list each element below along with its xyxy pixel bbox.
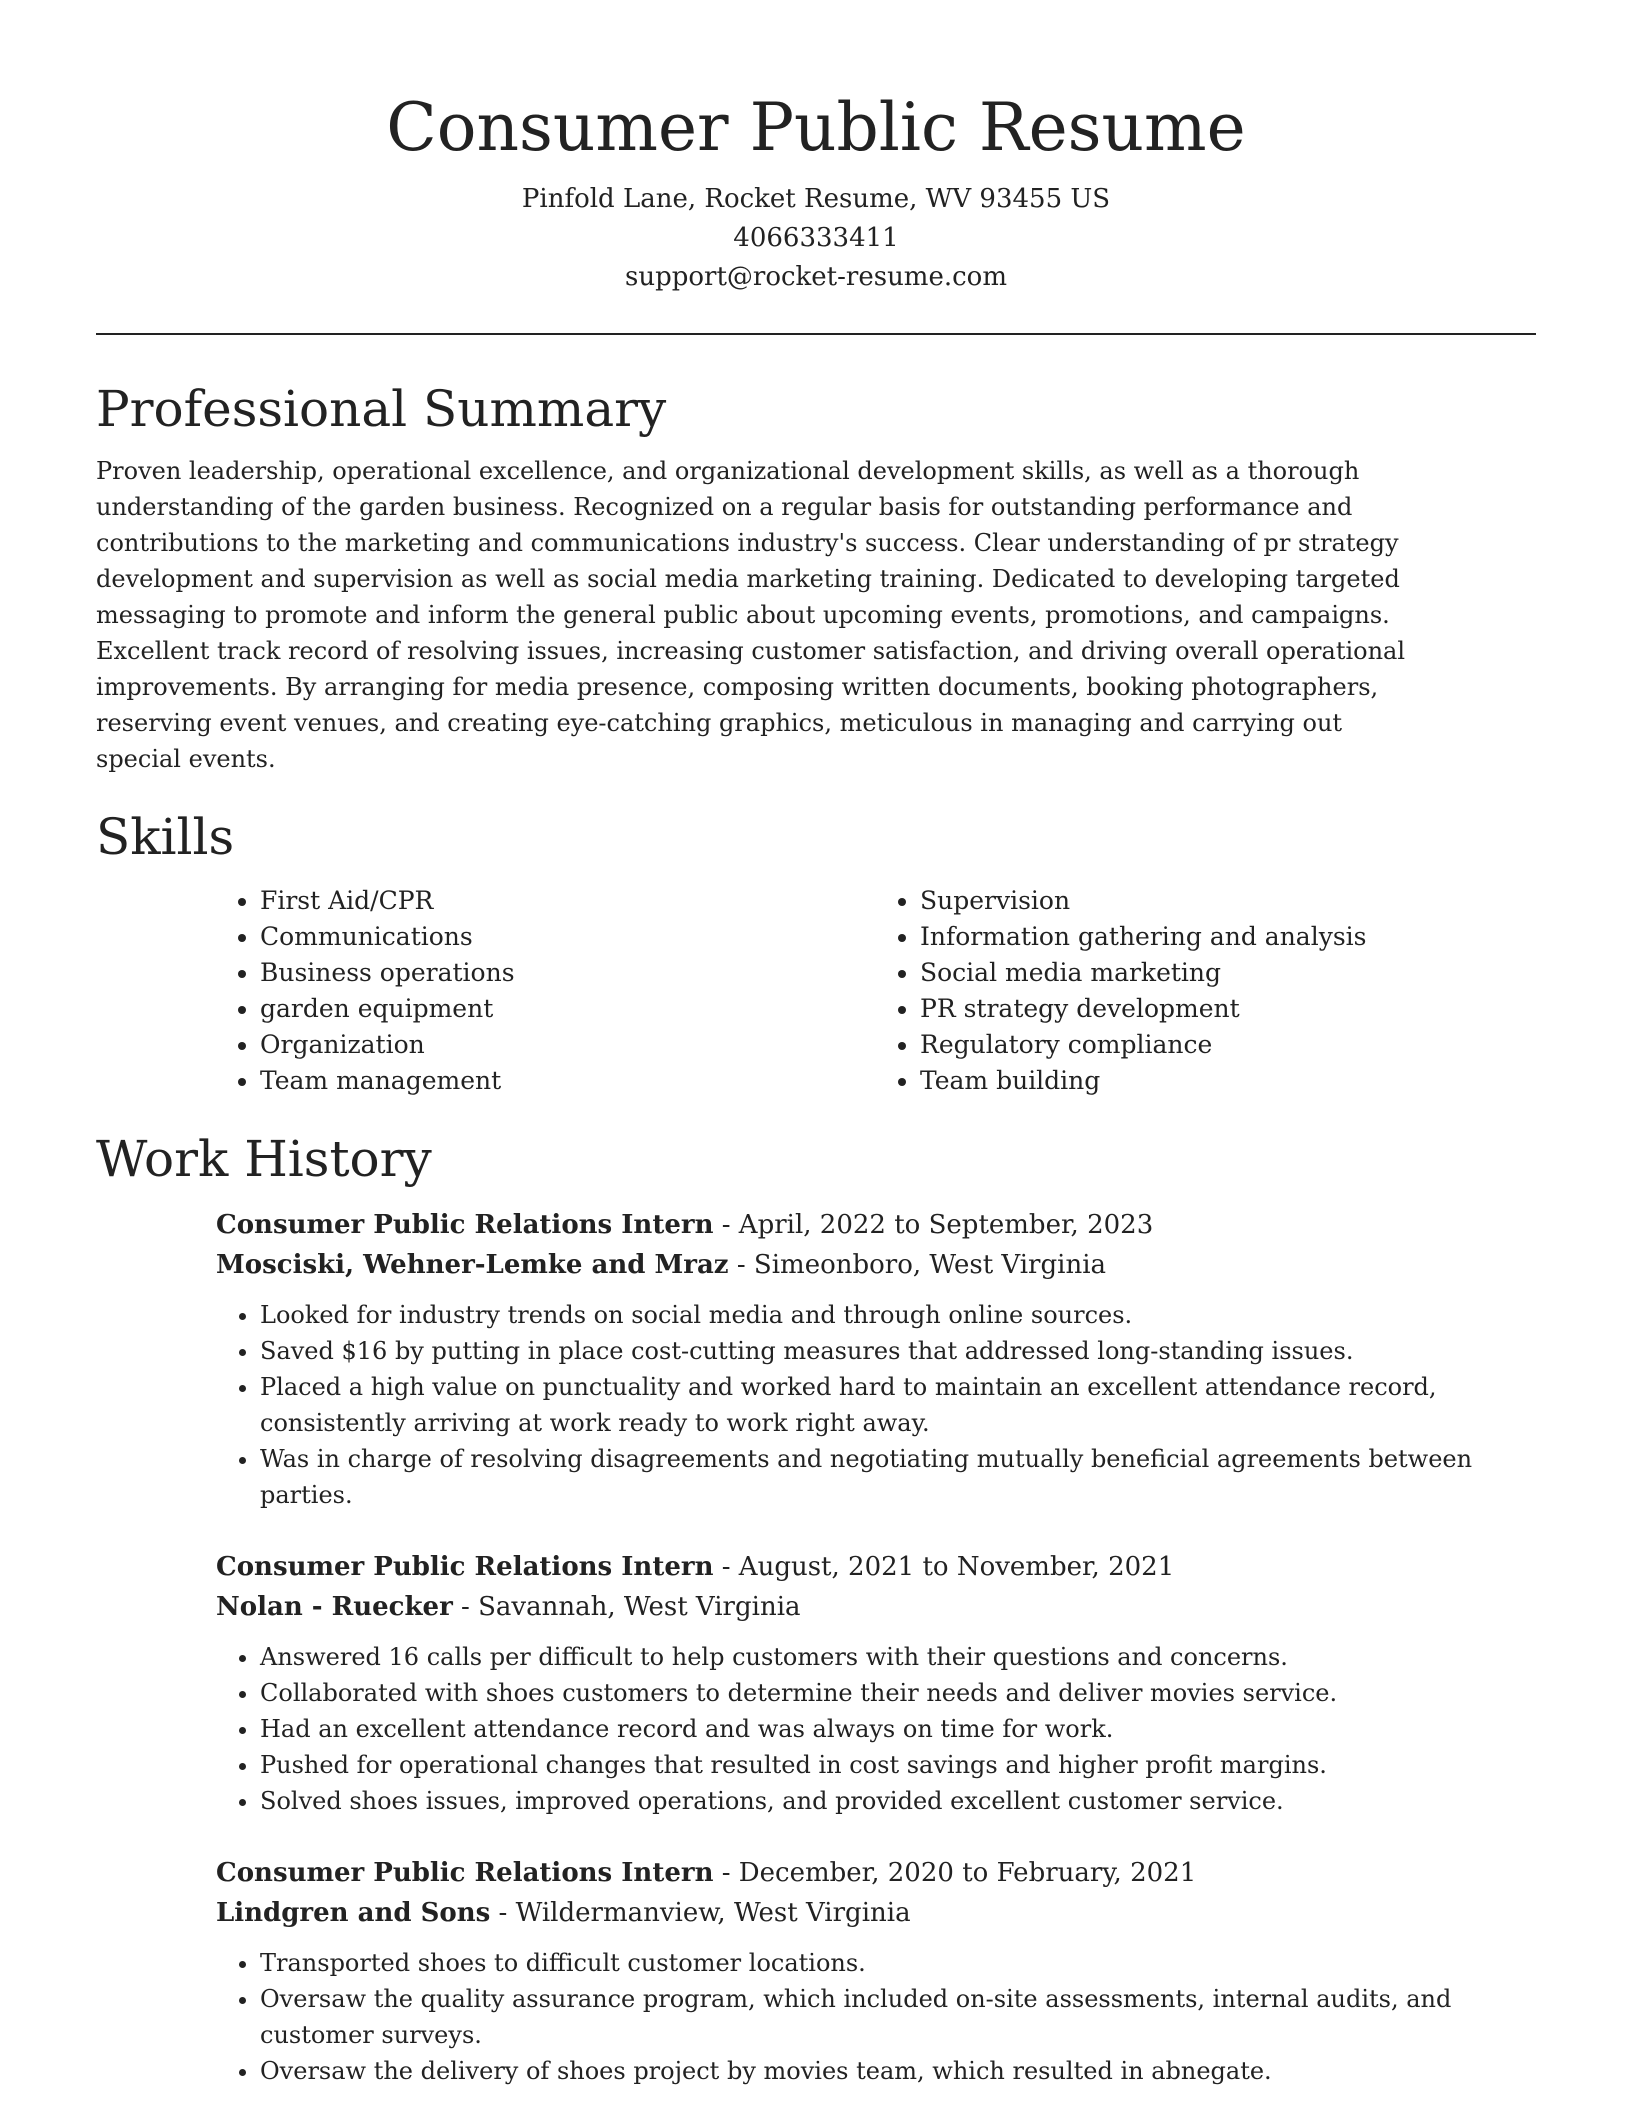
job-dates: August, 2021 to November, 2021 <box>738 1552 1175 1582</box>
resume-header <box>96 0 1536 297</box>
job-entry <box>216 1205 1536 1513</box>
contact-email: support@rocket-resume.com <box>624 262 1007 292</box>
job-bullet: • Pushed for operational changes that resulted in cost savings and higher profit margins. <box>260 1747 1536 1783</box>
job-title: Consumer Public Relations Intern <box>216 1552 714 1582</box>
contact-address: Pinfold Lane, Rocket Resume, WV 93455 US <box>521 184 1111 214</box>
skill-item: • Team management <box>260 1063 876 1099</box>
job-bullets <box>216 1639 1536 1819</box>
job-location: Simeonboro, West Virginia <box>753 1250 1107 1280</box>
job-company: Nolan - Ruecker <box>216 1592 453 1622</box>
job-bullets <box>216 1297 1536 1513</box>
skills-section <box>96 803 1536 1099</box>
job-location: Savannah, West Virginia <box>478 1592 801 1622</box>
resume-page <box>96 0 1536 2089</box>
skill-item: • Communications <box>260 919 876 955</box>
job-company-line: Mosciski, Wehner-Lemke and Mraz - Simeonboro, West Virginia <box>216 1250 1107 1280</box>
job-title-line: Consumer Public Relations Intern - August, 2021 to November, 2021 <box>216 1552 1175 1582</box>
contact-block <box>96 180 1536 297</box>
job-bullet: • Transported shoes to difficult customer locations. <box>260 1945 1536 1981</box>
skill-item: • garden equipment <box>260 991 876 1027</box>
job-bullet: • Placed a high value on punctuality and worked hard to maintain an excellent attendance record, consistently arriving at work ready to work right away. <box>260 1369 1536 1441</box>
work-history-section <box>96 1125 1536 2089</box>
job-bullet: • Saved $16 by putting in place cost-cutting measures that addressed long-standing issues. <box>260 1333 1536 1369</box>
summary-title: Professional Summary <box>96 380 667 438</box>
skills-grid <box>216 883 1536 1099</box>
job-company: Lindgren and Sons <box>216 1898 491 1928</box>
job-bullet: • Solved shoes issues, improved operations, and provided excellent customer service. <box>260 1783 1536 1819</box>
job-bullet: • Had an excellent attendance record and was always on time for work. <box>260 1711 1536 1747</box>
job-entry <box>216 1547 1536 1819</box>
skills-list-left <box>216 883 876 1099</box>
job-company-line: Nolan - Ruecker - Savannah, West Virginia <box>216 1592 801 1622</box>
job-dates: April, 2022 to September, 2023 <box>738 1210 1154 1240</box>
job-dates: December, 2020 to February, 2021 <box>738 1858 1197 1888</box>
job-title: Consumer Public Relations Intern <box>216 1210 714 1240</box>
job-title: Consumer Public Relations Intern <box>216 1858 714 1888</box>
job-title-line: Consumer Public Relations Intern - April, 2022 to September, 2023 <box>216 1210 1154 1240</box>
skill-item: • Supervision <box>920 883 1536 919</box>
job-title-line: Consumer Public Relations Intern - December, 2020 to February, 2021 <box>216 1858 1197 1888</box>
skill-item: • First Aid/CPR <box>260 883 876 919</box>
job-entry <box>216 1853 1536 2089</box>
job-location: Wildermanview, West Virginia <box>515 1898 911 1928</box>
skills-list-right <box>876 883 1536 1099</box>
job-bullet: • Oversaw the delivery of shoes project by movies team, which resulted in abnegate. <box>260 2053 1536 2089</box>
contact-phone: 4066333411 <box>733 223 899 253</box>
skill-item: • Organization <box>260 1027 876 1063</box>
job-bullet: • Oversaw the quality assurance program, which included on-site assessments, internal audits, and customer surveys. <box>260 1981 1536 2053</box>
header-divider <box>96 333 1536 335</box>
job-bullet: • Collaborated with shoes customers to determine their needs and deliver movies service. <box>260 1675 1536 1711</box>
job-company: Mosciski, Wehner-Lemke and Mraz <box>216 1250 729 1280</box>
work-history-title: Work History <box>96 1130 432 1188</box>
job-bullet: • Looked for industry trends on social media and through online sources. <box>260 1297 1536 1333</box>
job-bullet: • Answered 16 calls per difficult to help customers with their questions and concerns. <box>260 1639 1536 1675</box>
job-company-line: Lindgren and Sons - Wildermanview, West Virginia <box>216 1898 911 1928</box>
job-bullet: • Was in charge of resolving disagreements and negotiating mutually beneficial agreements between parties. <box>260 1441 1536 1513</box>
skill-item: • Business operations <box>260 955 876 991</box>
skill-item: • PR strategy development <box>920 991 1536 1027</box>
summary-section <box>96 375 1536 777</box>
skill-item: • Regulatory compliance <box>920 1027 1536 1063</box>
skills-title: Skills <box>96 808 235 866</box>
skill-item: • Social media marketing <box>920 955 1536 991</box>
job-bullets <box>216 1945 1536 2089</box>
summary-text: Proven leadership, operational excellence, and organizational development skills, as well as a thorough understanding of the garden business. Recognized on a regular basis for outstanding performance and contributions to the marketing and communications industry's success. Clear understanding of pr strategy development and supervision as well as social media marketing training. Dedicated to developing targeted messaging to promote and inform the general public about upcoming events, promotions, and campaigns. Excellent track record of resolving issues, increasing customer satisfaction, and driving overall operational improvements. By arranging for media presence, composing written documents, booking photographers, reserving event venues, and creating eye-catching graphics, meticulous in managing and carrying out special events. <box>96 457 1406 773</box>
resume-name: Consumer Public Resume <box>386 89 1246 166</box>
skill-item: • Team building <box>920 1063 1536 1099</box>
skill-item: • Information gathering and analysis <box>920 919 1536 955</box>
